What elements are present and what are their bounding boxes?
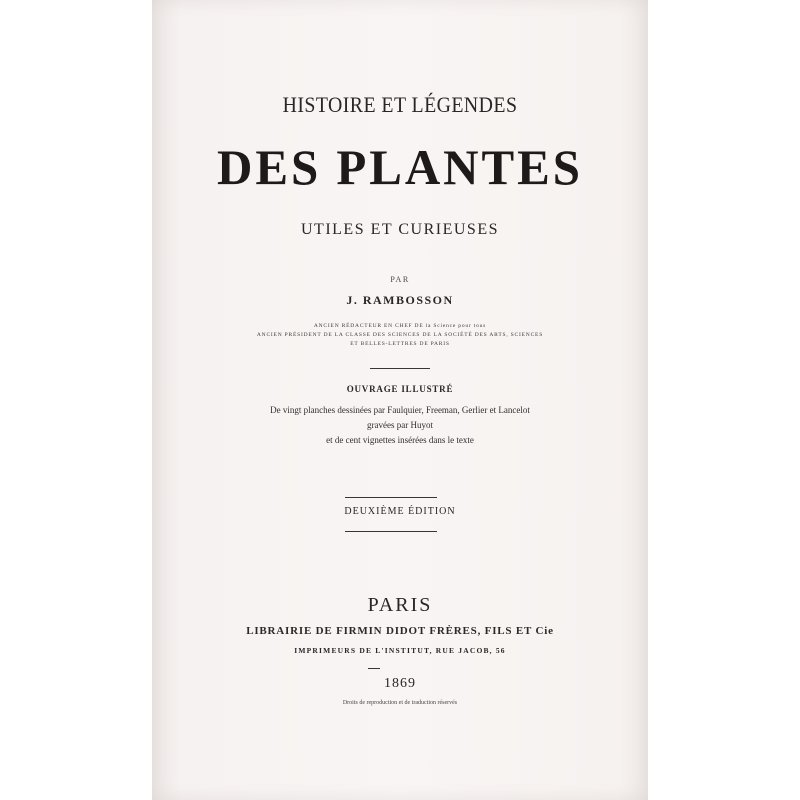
illustration-line: et de cent vignettes insérées dans le texte [326, 435, 474, 445]
author-credit-line: ANCIEN PRÉSIDENT DE LA CLASSE DES SCIENCES DE LA SOCIÉTÉ DES ARTS, SCIENCES [256, 332, 544, 338]
illustration-line: De vingt planches dessinées par Faulquier, Freeman, Gerlier et Lancelot [270, 405, 530, 415]
divider-rule [370, 368, 430, 369]
publication-city: PARIS [367, 594, 433, 616]
publication-year: 1869 [384, 676, 416, 691]
printer-address: IMPRIMEURS DE L'INSTITUT, RUE JACOB, 56 [294, 646, 506, 655]
author-name: J. RAMBOSSON [346, 293, 454, 307]
title-line-1: HISTOIRE ET LÉGENDES [282, 92, 518, 117]
par-label: PAR [390, 275, 410, 284]
edition-rule-top [345, 497, 437, 498]
rights-notice: Droits de reproduction et de traduction réservés [342, 700, 458, 706]
title-line-3: UTILES ET CURIEUSES [301, 221, 499, 238]
short-rule [368, 668, 380, 669]
edition-rule-bottom [345, 531, 437, 532]
author-credit-line: ET BELLES-LETTRES DE PARIS [350, 341, 450, 347]
illustrated-heading: OUVRAGE ILLUSTRÉ [346, 384, 454, 394]
author-credit-line: ANCIEN RÉDACTEUR EN CHEF DE la Science pour tous [313, 323, 487, 329]
main-title: DES PLANTES [217, 139, 583, 195]
illustration-line: gravées par Huyot [367, 420, 433, 430]
edition-label: DEUXIÈME ÉDITION [344, 506, 456, 517]
title-page [152, 0, 648, 800]
publisher-name: LIBRAIRIE DE FIRMIN DIDOT FRÈRES, FILS ET Cie [246, 625, 554, 637]
author-credits [152, 322, 648, 349]
